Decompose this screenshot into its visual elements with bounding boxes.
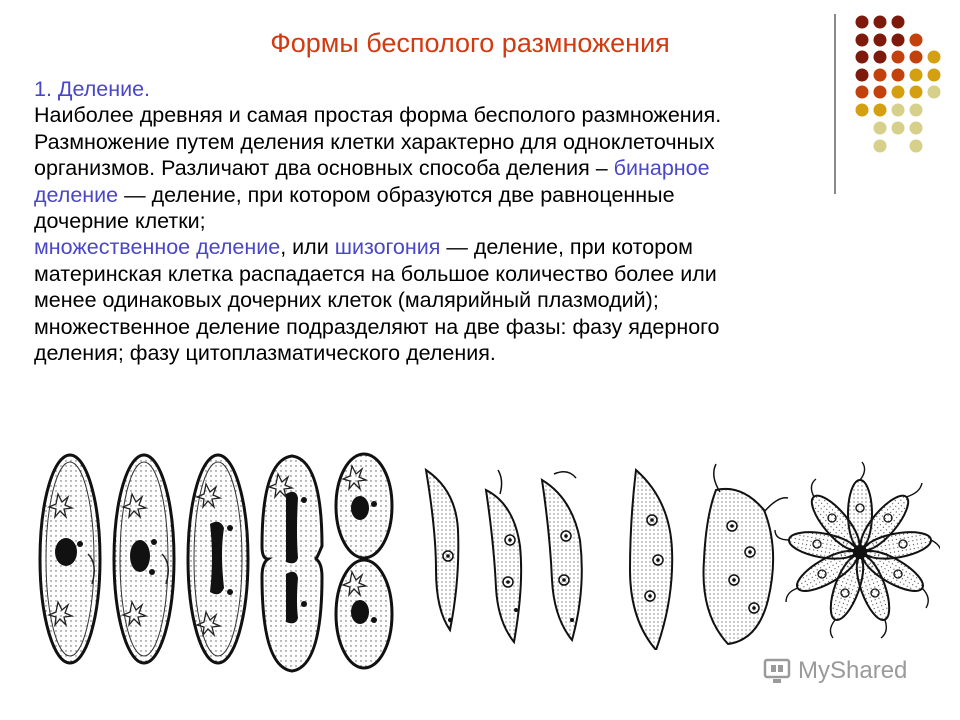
text-span: — деление, при котором bbox=[440, 235, 693, 260]
text-line bbox=[34, 234, 894, 260]
text-line: множественное деление подразделяют на две фазы: фазу ядерного bbox=[34, 314, 720, 339]
section-heading bbox=[34, 76, 894, 102]
text-span: организмов. Различают два основных способа деления – bbox=[34, 156, 614, 181]
text-line: дочерние клетки; bbox=[34, 209, 206, 234]
slide-title: Формы бесполого размножения bbox=[270, 28, 670, 58]
watermark-text: MyShared bbox=[798, 657, 908, 684]
term-multiple-division: множественное деление bbox=[34, 235, 281, 260]
text-span: , или bbox=[280, 235, 335, 260]
text-span: — деление, при котором образуются две равноценные bbox=[118, 182, 675, 207]
term-schizogony: шизогония bbox=[334, 235, 441, 260]
slide-body bbox=[34, 76, 894, 366]
multiple-division-figure bbox=[420, 460, 940, 650]
text-line: деления; фазу цитоплазматического деления. bbox=[34, 341, 496, 366]
text-line: материнская клетка распадается на большое количество более или bbox=[34, 261, 717, 286]
text-line: Размножение путем деления клетки характерно для одноклеточных bbox=[34, 129, 715, 154]
term-division: деление bbox=[34, 182, 119, 207]
text-line: менее одинаковых дочерних клеток (малярийный плазмодий); bbox=[34, 288, 659, 313]
heading-text: 1. Деление. bbox=[34, 77, 151, 101]
text-line: Наиболее древняя и самая простая форма бесполого размножения. bbox=[34, 103, 722, 128]
watermark bbox=[762, 654, 907, 688]
text-line bbox=[34, 155, 894, 181]
text-line bbox=[34, 182, 894, 208]
term-binary: бинарное bbox=[613, 156, 710, 181]
binary-division-figure bbox=[34, 444, 394, 674]
monitor-icon bbox=[762, 656, 792, 686]
